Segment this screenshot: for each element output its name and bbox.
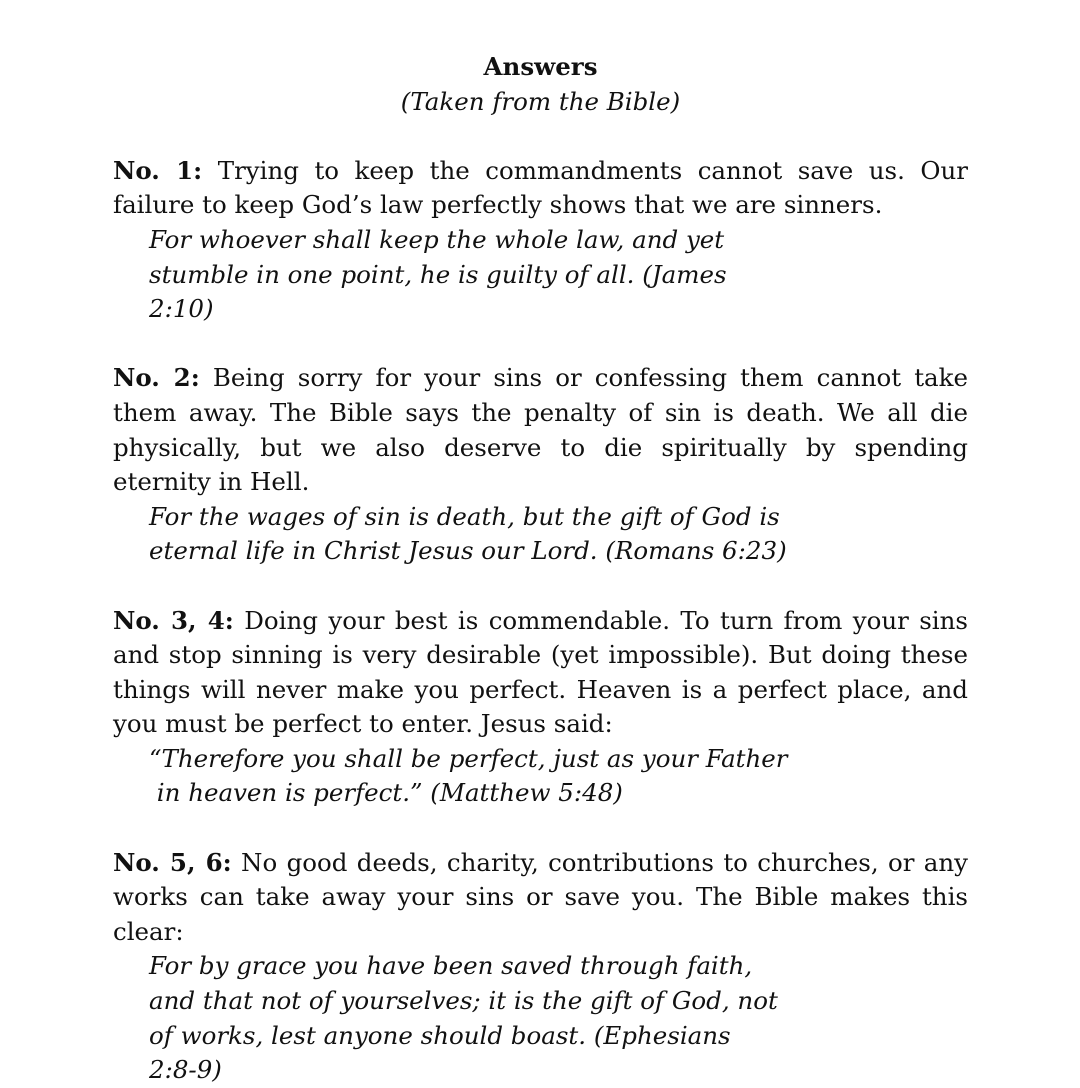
answer-text: No good deeds, charity, contributions to churches, or any works can take away your sins or save you. The Bible makes this clear: (113, 847, 968, 946)
answer-label: No. 5, 6: (113, 847, 232, 877)
answer-paragraph (113, 604, 968, 742)
scripture-quote (113, 742, 968, 811)
scripture-quote (113, 223, 968, 327)
document-page (113, 50, 968, 1088)
quote-line: eternal life in Christ Jesus our Lord. (Romans 6:23) (149, 536, 787, 566)
answer-block-2 (113, 361, 968, 569)
quote-line: 2:8-9) (149, 1055, 222, 1085)
page-title: Answers (483, 52, 598, 81)
quote-line: For by grace you have been saved through faith, (149, 951, 753, 981)
answer-text: Trying to keep the commandments cannot save us. Our failure to keep God’s law perfectly shows that we are sinners. (113, 155, 968, 220)
answer-paragraph (113, 846, 968, 950)
answer-label: No. 1: (113, 155, 203, 185)
answer-label: No. 2: (113, 363, 200, 393)
quote-line: For whoever shall keep the whole law, and yet (149, 224, 725, 254)
scripture-quote (113, 500, 968, 569)
answer-block-5-6 (113, 846, 968, 1088)
quote-line: of works, lest anyone should boast. (Ephesians (149, 1020, 731, 1050)
quote-line: and that not of yourselves; it is the gift of God, not (149, 986, 778, 1016)
answer-block-1 (113, 154, 968, 327)
answer-block-3-4 (113, 604, 968, 812)
quote-line: in heaven is perfect.” (Matthew 5:48) (149, 778, 623, 808)
answer-text: Being sorry for your sins or confessing them cannot take them away. The Bible says the penalty of sin is death. We all die physically, but we also deserve to die spiritually by spending eternity in Hell. (113, 363, 968, 497)
quote-line: For the wages of sin is death, but the gift of God is (149, 501, 780, 531)
scripture-quote (113, 949, 968, 1087)
answer-paragraph (113, 154, 968, 223)
answer-label: No. 3, 4: (113, 605, 234, 635)
quote-line: 2:10) (149, 294, 214, 324)
quote-line: stumble in one point, he is guilty of all. (James (149, 259, 727, 289)
page-subtitle: (Taken from the Bible) (400, 86, 681, 116)
answer-paragraph (113, 361, 968, 499)
quote-line: “Therefore you shall be perfect, just as your Father (149, 743, 788, 773)
answer-text: Doing your best is commendable. To turn from your sins and stop sinning is very desirable (yet impossible). But doing these things will never make you perfect. Heaven is a perfect place, and you must be perfect to enter. Jesus said: (113, 605, 968, 739)
